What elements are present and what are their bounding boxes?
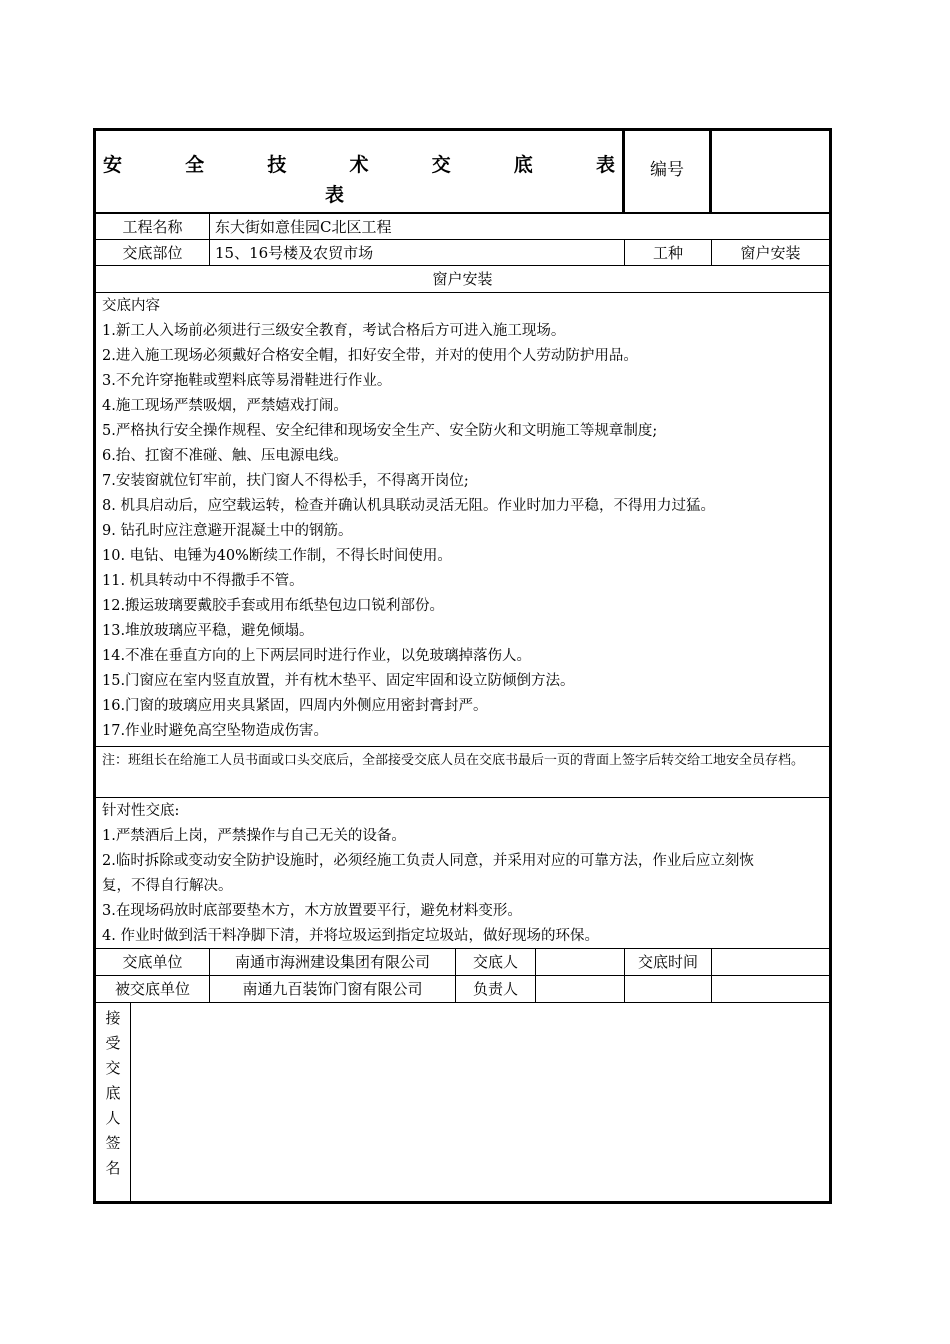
receiver-extra-field-2[interactable]: [712, 976, 829, 1002]
title-char: 技: [267, 154, 287, 176]
content-item: 10. 电钻、电锤为40%断续工作制，不得长时间使用。: [102, 548, 452, 564]
receiver-person-field[interactable]: [536, 976, 624, 1002]
issuer-person-label: 交底人: [472, 953, 518, 971]
receiver-person-label: 负责人: [472, 980, 518, 998]
issuer-label: 交底单位: [122, 953, 183, 971]
issue-time-field[interactable]: [712, 949, 829, 975]
content-item: 14.不准在垂直方向的上下两层同时进行作业，以免玻璃掉落伤人。: [102, 648, 532, 664]
targeted-item: 1.严禁酒后上岗，严禁操作与自己无关的设备。: [102, 828, 406, 844]
content-item: 8. 机具启动后，应空载运转，检查并确认机具联动灵活无阻。作业时加力平稳，不得用力过猛。: [102, 498, 715, 514]
receiver-extra-field[interactable]: [625, 976, 711, 1002]
project-label: 工程名称: [122, 217, 183, 236]
signature-label-char: 签: [105, 1134, 121, 1152]
targeted-briefing: [102, 799, 830, 949]
targeted-item: 复，不得自行解决。: [102, 878, 233, 894]
briefing-content: [102, 294, 827, 744]
issuer-unit: 南通市海洲建设集团有限公司: [234, 953, 430, 971]
issuer-person-field[interactable]: [536, 949, 624, 975]
title-char: 交: [431, 154, 451, 176]
issue-time-label: 交底时间: [637, 953, 698, 971]
title-char: 术: [349, 154, 369, 176]
targeted-item: 4. 作业时做到活干料净脚下清，并将垃圾运到指定垃圾站，做好现场的环保。: [102, 928, 599, 944]
content-item: 1.新工人入场前必须进行三级安全教育，考试合格后方可进入施工现场。: [102, 323, 566, 339]
border-bottom: [93, 1201, 832, 1204]
title-char: 安: [103, 154, 123, 176]
receiver-label: 被交底单位: [114, 980, 190, 998]
signature-label-char: 受: [105, 1034, 121, 1052]
location-value: 15、16号楼及农贸市场: [215, 244, 374, 262]
section-title: 窗户安装: [432, 270, 493, 288]
title-char: 全: [185, 154, 205, 176]
targeted-item: 3.在现场码放时底部要垫木方，木方放置要平行，避免材料变形。: [102, 903, 522, 919]
title-overflow: 表: [325, 184, 345, 206]
targeted-heading: 针对性交底:: [102, 803, 180, 819]
content-item: 2.进入施工现场必须戴好合格安全帽，扣好安全带，并对的使用个人劳动防护用品。: [102, 348, 638, 364]
content-item: 6.抬、扛窗不准碰、触、压电源电线。: [102, 448, 348, 464]
title-char: 底: [513, 154, 533, 176]
content-heading: 交底内容: [102, 298, 160, 314]
signature-label-char: 交: [105, 1059, 121, 1077]
content-item: 13.堆放玻璃应平稳，避免倾塌。: [102, 623, 314, 639]
content-item: 4.施工现场严禁吸烟，严禁嬉戏打闹。: [102, 398, 348, 414]
note-text: 注：班组长在给施工人员书面或口头交底后，全部接受交底人员在交底书最后一页的背面上签字后转交给工地安全员存档。: [102, 753, 805, 768]
signature-label-char: 人: [105, 1109, 121, 1127]
trade-value: 窗户安装: [740, 243, 801, 262]
border-right: [829, 128, 832, 1204]
content-item: 12.搬运玻璃要戴胶手套或用布纸垫包边口锐利部份。: [102, 598, 445, 614]
number-field[interactable]: [712, 128, 829, 212]
location-label: 交底部位: [122, 243, 183, 262]
signature-label-char: 接: [105, 1009, 121, 1027]
content-item: 15.门窗应在室内竖直放置，并有枕木垫平、固定牢固和设立防倾倒方法。: [102, 673, 575, 689]
content-item: 17.作业时避免高空坠物造成伤害。: [102, 723, 329, 739]
signature-label-char: 名: [105, 1159, 121, 1177]
signature-area[interactable]: [131, 1003, 829, 1201]
project-name: 东大街如意佳园C北区工程: [215, 218, 392, 236]
content-item: 7.安装窗就位钉牢前，扶门窗人不得松手，不得离开岗位;: [102, 473, 469, 489]
content-item: 5.严格执行安全操作规程、安全纪律和现场安全生产、安全防火和文明施工等规章制度;: [102, 423, 658, 439]
content-item: 3.不允许穿拖鞋或塑料底等易滑鞋进行作业。: [102, 373, 392, 389]
safety-briefing-form: [93, 128, 832, 1204]
title-char: 表: [595, 154, 615, 176]
form-title: [103, 150, 615, 206]
receiver-unit: 南通九百装饰门窗有限公司: [242, 980, 423, 998]
content-item: 9. 钻孔时应注意避开混凝土中的钢筋。: [102, 523, 353, 539]
signature-label-char: 底: [105, 1084, 121, 1102]
signature-label: [96, 1006, 130, 1181]
content-item: 16.门窗的玻璃应用夹具紧固，四周内外侧应用密封膏封严。: [102, 698, 488, 714]
content-item: 11. 机具转动中不得撒手不管。: [102, 573, 304, 589]
number-label: 编号: [650, 160, 684, 180]
trade-label: 工种: [652, 243, 683, 262]
targeted-item: 2.临时拆除或变动安全防护设施时，必须经施工负责人同意，并采用对应的可靠方法，作业后应立刻恢: [102, 853, 754, 869]
